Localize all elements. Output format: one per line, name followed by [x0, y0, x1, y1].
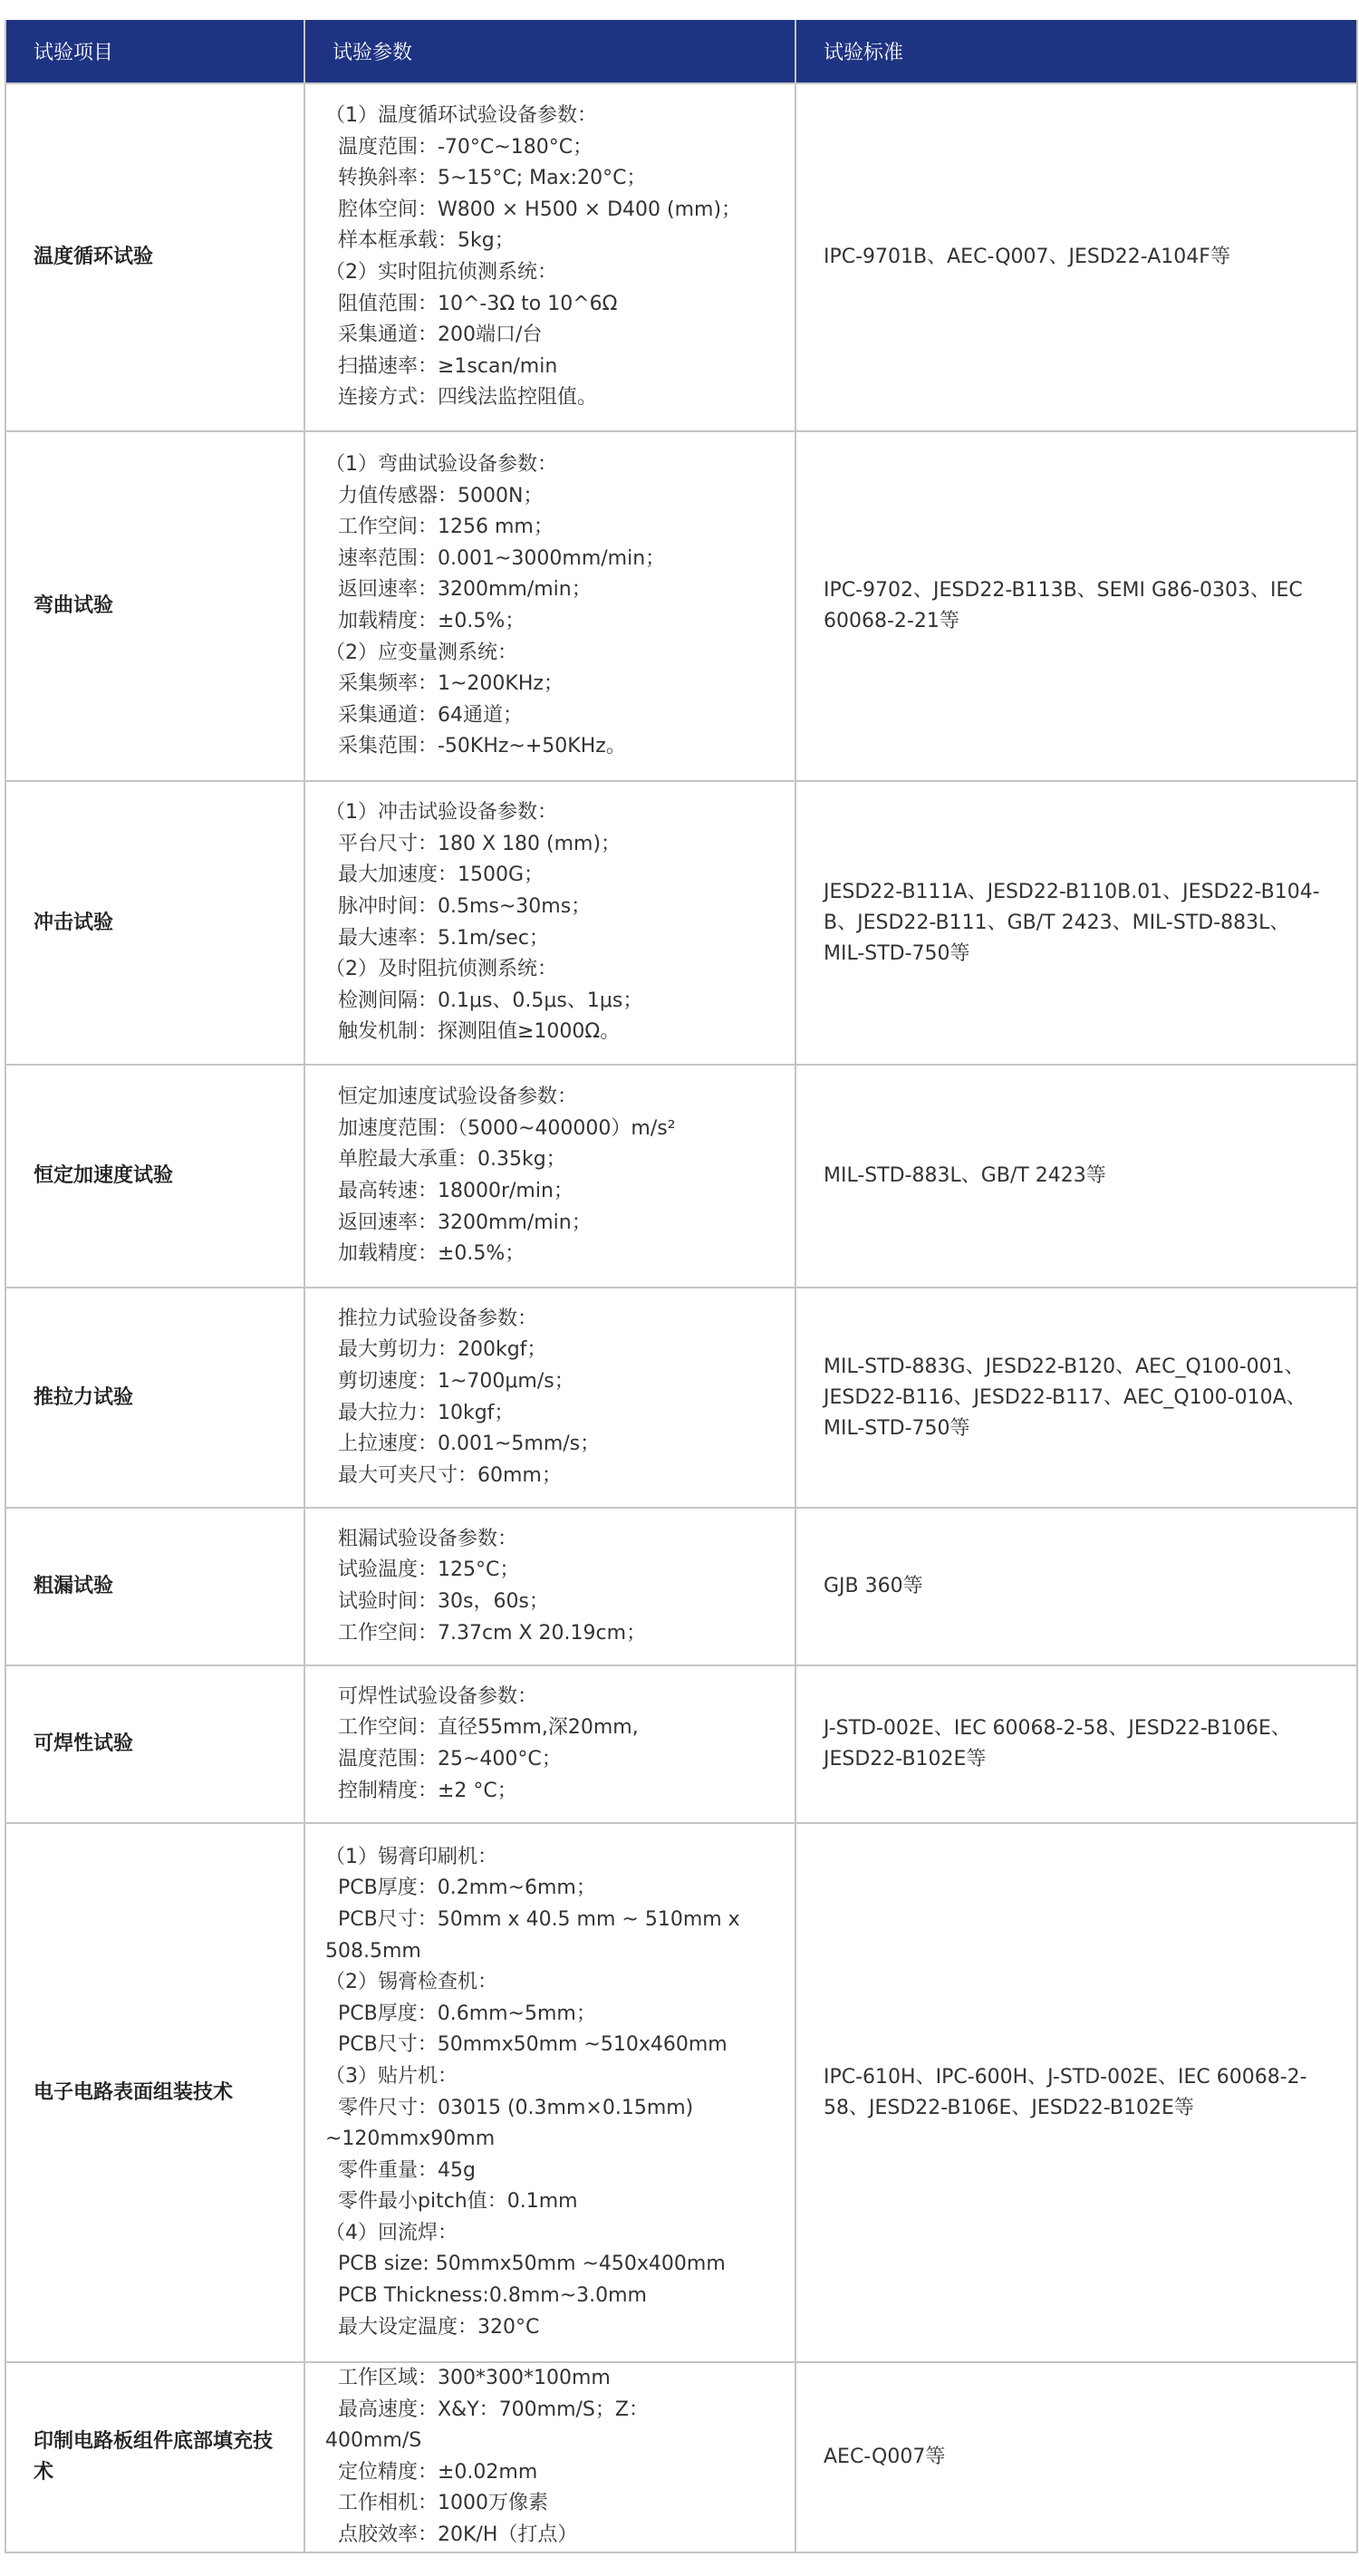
param-line: 工作相机：1000万像素: [325, 2492, 548, 2515]
param-line: 可焊性试验设备参数：: [325, 1684, 537, 1708]
test-standard: IPC-9701B、AEC-Q007、JESD22-A104F等: [795, 83, 1357, 431]
param-line: 采集通道：200端口/台: [325, 323, 543, 347]
test-params-cell: [304, 1065, 795, 1288]
param-line: 推拉力试验设备参数：: [325, 1307, 537, 1330]
param-line: 单腔最大承重：0.35kg；: [325, 1148, 566, 1172]
test-item-name: 粗漏试验: [5, 1508, 304, 1665]
param-line: 加速度范围：（5000~400000）m/s²: [325, 1116, 676, 1140]
param-line: PCB尺寸：50mm x 40.5 mm ~ 510mm x: [325, 1907, 740, 1931]
param-line: 扫描速率：≥1scan/min: [325, 354, 558, 378]
table-row: [5, 1065, 1357, 1288]
param-line: 最大可夹尺寸：60mm；: [325, 1463, 562, 1487]
param-line: 最高速度：X&Y：700mm/S；Z：: [325, 2398, 649, 2421]
test-item-name: 温度循环试验: [5, 83, 304, 431]
param-line: （1）锡膏印刷机：: [325, 1845, 497, 1868]
test-item-name: 弯曲试验: [5, 431, 304, 781]
test-item-name: 恒定加速度试验: [5, 1065, 304, 1288]
param-line: 工作空间：7.37cm X 20.19cm；: [325, 1621, 647, 1645]
test-item-name: 可焊性试验: [5, 1665, 304, 1823]
param-line: （2）锡膏检查机：: [325, 1971, 497, 1994]
table-row: [5, 83, 1357, 431]
test-params-cell: [304, 1665, 795, 1823]
param-line: （4）回流焊：: [325, 2221, 458, 2244]
table-row: [5, 781, 1357, 1065]
test-standard: JESD22-B111A、JESD22-B110B.01、JESD22-B104-B、JESD22-B111、GB/T 2423、MIL-STD-883L、MIL-STD-750等: [795, 781, 1357, 1065]
test-params-cell: [304, 431, 795, 781]
param-line: 零件尺寸：03015 (0.3mm×0.15mm): [325, 2096, 694, 2119]
table-row: [5, 2362, 1357, 2552]
param-line: PCB厚度：0.6mm~5mm；: [325, 2002, 596, 2025]
param-line: 最大速率：5.1m/sec；: [325, 926, 549, 950]
header-test-standard: 试验标准: [795, 20, 1357, 83]
param-line: 样本框承载：5kg；: [325, 229, 515, 253]
param-line: 触发机制：探测阻值≥1000Ω。: [325, 1020, 621, 1044]
param-line: 工作空间：1256 mm；: [325, 516, 554, 539]
param-line: 最大剪切力：200kgf；: [325, 1338, 547, 1362]
test-params-cell: [304, 83, 795, 431]
param-line: 采集范围：-50KHz~+50KHz。: [325, 735, 626, 758]
param-line: （1）冲击试验设备参数：: [325, 801, 557, 825]
test-params-cell: [304, 1288, 795, 1508]
param-line: （2）实时阻抗侦测系统：: [325, 261, 557, 284]
param-line: PCB Thickness:0.8mm~3.0mm: [325, 2284, 647, 2308]
param-line: 定位精度：±0.02mm: [325, 2460, 538, 2484]
test-item-name: 电子电路表面组装技术: [5, 1823, 304, 2362]
param-line: 试验时间：30s，60s；: [325, 1590, 549, 1613]
param-line: （1）弯曲试验设备参数：: [325, 453, 557, 477]
param-line: PCB尺寸：50mmx50mm ~510x460mm: [325, 2033, 728, 2057]
test-params-cell: [304, 1823, 795, 2362]
param-line: ~120mmx90mm: [325, 2127, 496, 2151]
param-line: 采集频率：1~200KHz；: [325, 672, 564, 696]
param-line: 控制精度：±2 °C；: [325, 1779, 517, 1802]
param-line: 508.5mm: [325, 1939, 421, 1963]
param-line: （1）温度循环试验设备参数：: [325, 104, 597, 128]
param-line: 温度范围：-70°C~180°C；: [325, 135, 593, 159]
param-line: 零件重量：45g: [325, 2158, 476, 2182]
table-body: [5, 83, 1357, 2552]
param-line: （2）及时阻抗侦测系统：: [325, 958, 557, 981]
param-line: 粗漏试验设备参数：: [325, 1527, 517, 1550]
table-row: [5, 1665, 1357, 1823]
param-line: 工作空间：直径55mm,深20mm,: [325, 1716, 639, 1740]
param-line: 阻值范围：10^-3Ω to 10^6Ω: [325, 292, 618, 315]
header-test-params: 试验参数: [304, 20, 795, 83]
param-line: 最大加速度：1500G；: [325, 863, 545, 887]
param-line: 返回速率：3200mm/min；: [325, 578, 592, 602]
param-line: 最高转速：18000r/min；: [325, 1180, 573, 1202]
param-line: 剪切速度：1~700μm/s；: [325, 1369, 574, 1393]
param-line: 平台尺寸：180 X 180 (mm)；: [325, 832, 622, 855]
param-line: PCB size: 50mmx50mm ~450x400mm: [325, 2253, 726, 2276]
param-line: 转换斜率：5~15°C; Max:20°C；: [325, 167, 647, 190]
test-params-cell: [304, 1508, 795, 1665]
test-spec-table: [5, 20, 1358, 2553]
header-test-item: 试验项目: [5, 20, 304, 83]
test-params-cell: [304, 2362, 795, 2552]
test-standard: J-STD-002E、IEC 60068-2-58、JESD22-B106E、JESD22-B102E等: [795, 1665, 1357, 1823]
param-line: 恒定加速度试验设备参数：: [325, 1085, 577, 1109]
param-line: 加载精度：±0.5%；: [325, 1242, 525, 1266]
test-standard: IPC-9702、JESD22-B113B、SEMI G86-0303、IEC 60068-2-21等: [795, 431, 1357, 781]
test-standard: IPC-610H、IPC-600H、J-STD-002E、IEC 60068-2-58、JESD22-B106E、JESD22-B102E等: [795, 1823, 1357, 2362]
param-line: PCB厚度：0.2mm~6mm；: [325, 1877, 596, 1900]
test-params-cell: [304, 781, 795, 1065]
param-line: （2）应变量测系统：: [325, 641, 517, 664]
param-line: 脉冲时间：0.5ms~30ms；: [325, 894, 592, 918]
test-item-name: 推拉力试验: [5, 1288, 304, 1508]
param-line: 工作区域：300*300*100mm: [325, 2367, 611, 2389]
table-row: [5, 1508, 1357, 1665]
param-line: 零件最小pitch值：0.1mm: [325, 2190, 578, 2214]
test-item-name: 冲击试验: [5, 781, 304, 1065]
table-row: [5, 1288, 1357, 1508]
test-standard: AEC-Q007等: [795, 2362, 1357, 2552]
table-header-row: [5, 20, 1357, 83]
table-row: [5, 1823, 1357, 2362]
param-line: 温度范围：25~400°C；: [325, 1748, 562, 1770]
test-item-name: 印制电路板组件底部填充技术: [5, 2362, 304, 2552]
param-line: 采集通道：64通道；: [325, 703, 523, 727]
param-line: 最大设定温度：320°C: [325, 2315, 540, 2339]
test-standard: MIL-STD-883L、GB/T 2423等: [795, 1065, 1357, 1288]
param-line: 力值传感器：5000N；: [325, 484, 544, 507]
param-line: （3）贴片机：: [325, 2064, 458, 2088]
param-line: 400mm/S: [325, 2429, 422, 2453]
param-line: 检测间隔：0.1μs、0.5μs、1μs；: [325, 989, 643, 1012]
param-line: 试验温度：125°C；: [325, 1558, 520, 1582]
param-line: 最大拉力：10kgf；: [325, 1401, 515, 1424]
table-row: [5, 431, 1357, 781]
param-line: 加载精度：±0.5%；: [325, 610, 525, 632]
param-line: 返回速率：3200mm/min；: [325, 1211, 592, 1234]
param-line: 速率范围：0.001~3000mm/min；: [325, 546, 666, 570]
param-line: 腔体空间：W800 × H500 × D400 (mm)；: [325, 198, 742, 221]
test-standard: GJB 360等: [795, 1508, 1357, 1665]
test-standard: MIL-STD-883G、JESD22-B120、AEC_Q100-001、JESD22-B116、JESD22-B117、AEC_Q100-010A、MIL-STD-750等: [795, 1288, 1357, 1508]
param-line: 点胶效率：20K/H（打点）: [325, 2523, 578, 2546]
param-line: 连接方式：四线法监控阻值。: [325, 386, 597, 410]
param-line: 上拉速度：0.001~5mm/s；: [325, 1433, 601, 1456]
